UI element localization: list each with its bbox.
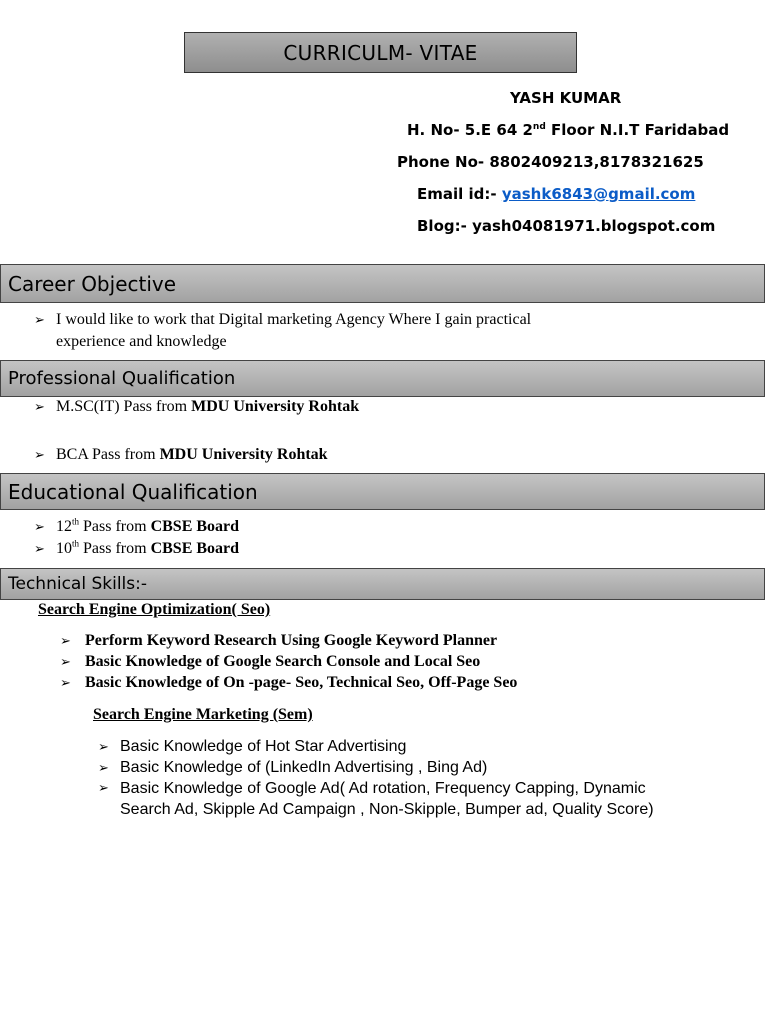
seo-heading: Search Engine Optimization( Seo) [38, 601, 271, 618]
blog: Blog:- yash04081971.blogspot.com [417, 217, 716, 235]
list-item [34, 540, 239, 558]
arrow-bullet-icon: ➢ [34, 313, 45, 328]
item-text: Basic Knowledge of On -page- Seo, Technical Seo, Off-Page Seo [85, 674, 518, 691]
list-item [60, 674, 517, 692]
address-pre: H. No- 5.E 64 2 [407, 121, 533, 139]
list-item [34, 398, 359, 416]
arrow-bullet-icon: ➢ [60, 634, 71, 649]
candidate-name: YASH KUMAR [510, 89, 622, 107]
arrow-bullet-icon: ➢ [34, 400, 45, 415]
section-professional-qualification [0, 360, 765, 397]
item-num: 12 [56, 518, 72, 535]
section-heading: Educational Qualification [8, 479, 258, 504]
item-text: Basic Knowledge of Google Search Console and Local Seo [85, 653, 481, 670]
item-text: BCA Pass from [56, 446, 160, 463]
email-link[interactable]: yashk6843@gmail.com [501, 185, 696, 203]
section-career-objective [0, 264, 765, 303]
list-item [60, 632, 497, 650]
item-text: Basic Knowledge of Hot Star Advertising [120, 738, 407, 755]
section-educational-qualification [0, 473, 765, 510]
item-num: 10 [56, 540, 72, 557]
list-item [98, 736, 406, 758]
item-text: Pass from [79, 518, 151, 535]
sem-heading: Search Engine Marketing (Sem) [93, 706, 313, 723]
section-heading: Career Objective [8, 271, 177, 296]
phone: Phone No- 8802409213,8178321625 [397, 153, 704, 171]
arrow-bullet-icon: ➢ [98, 740, 109, 755]
arrow-bullet-icon: ➢ [60, 655, 71, 670]
career-line-2: experience and knowledge [56, 333, 227, 350]
arrow-bullet-icon: ➢ [34, 542, 45, 557]
section-heading: Professional Qualification [8, 368, 236, 389]
item-text: M.SC(IT) Pass from [56, 398, 192, 415]
career-line-1: I would like to work that Digital marketing Agency Where I gain practical [56, 311, 532, 328]
item-sup: th [72, 516, 80, 527]
career-objective-text [34, 311, 531, 329]
page-title: CURRICULM- VITAE [184, 32, 577, 73]
item-bold: CBSE Board [150, 518, 240, 535]
email-label: Email id:- [417, 185, 502, 203]
arrow-bullet-icon: ➢ [34, 520, 45, 535]
arrow-bullet-icon: ➢ [98, 781, 109, 796]
email [417, 185, 695, 203]
item-text: Basic Knowledge of (LinkedIn Advertising , Bing Ad) [120, 759, 488, 776]
item-text: Basic Knowledge of Google Ad( Ad rotation, Frequency Capping, Dynamic Search Ad, Skipple Ad Campaign , Non-Skipple, Bumper ad, Quality Score) [120, 780, 654, 818]
item-text: Pass from [79, 540, 151, 557]
list-item [98, 778, 658, 820]
item-text: Perform Keyword Research Using Google Keyword Planner [85, 632, 498, 649]
address-post: Floor N.I.T Faridabad [545, 121, 730, 139]
section-technical-skills [0, 568, 765, 600]
arrow-bullet-icon: ➢ [34, 448, 45, 463]
item-sup: th [72, 538, 80, 549]
list-item [60, 653, 480, 671]
item-bold: MDU University Rohtak [191, 398, 360, 415]
address [407, 121, 729, 139]
list-item [98, 757, 487, 779]
address-sup: nd [532, 122, 546, 132]
arrow-bullet-icon: ➢ [98, 761, 109, 776]
list-item [34, 446, 328, 464]
list-item [34, 518, 239, 536]
arrow-bullet-icon: ➢ [60, 676, 71, 691]
item-bold: MDU University Rohtak [159, 446, 328, 463]
item-bold: CBSE Board [150, 540, 240, 557]
section-heading: Technical Skills:- [8, 574, 147, 594]
